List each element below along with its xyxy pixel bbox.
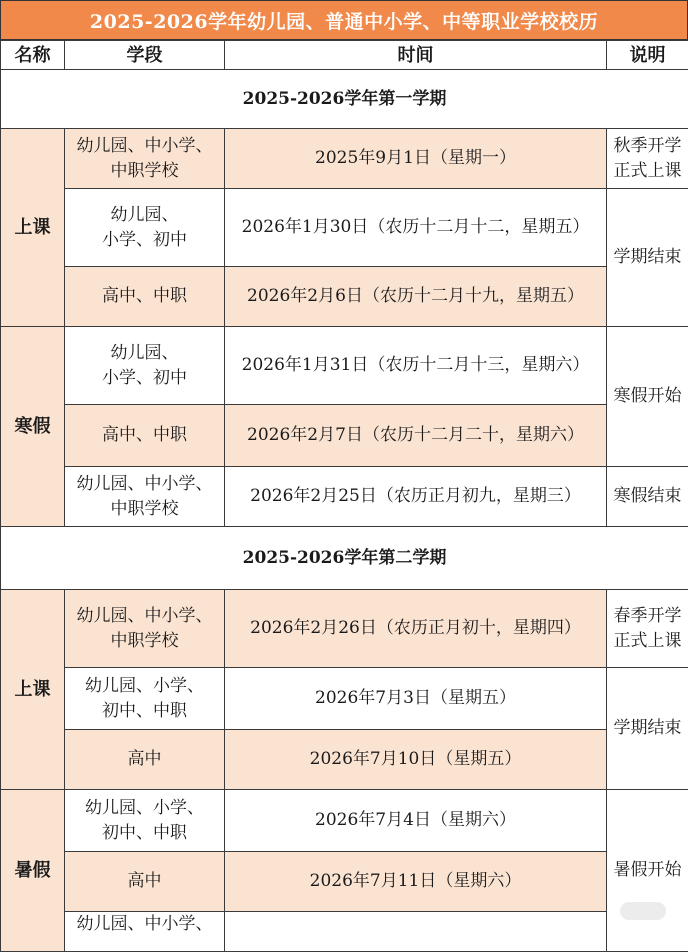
stage-line: 幼儿园、 [69, 341, 220, 366]
stage-cell: 高中 [65, 730, 225, 790]
category-classes: 上课 [1, 129, 65, 327]
time-cell: 2025年9月1日（星期一） [225, 129, 607, 189]
stage-line: 小学、初中 [69, 366, 220, 391]
semester-2-heading: 2025-2026学年第二学期 [1, 527, 688, 590]
time-cell: 2026年2月7日（农历十二月二十，星期六） [225, 405, 607, 467]
table-row [1, 852, 688, 912]
time-cell: 2026年1月30日（农历十二月十二，星期五） [225, 189, 607, 267]
header-note: 说明 [607, 41, 688, 70]
stage-cell [65, 912, 225, 952]
time-cell: 2026年7月11日（星期六） [225, 852, 607, 912]
time-cell: 2026年7月4日（星期六） [225, 790, 607, 852]
stage-cell [65, 129, 225, 189]
table-row [1, 790, 688, 852]
note-line: 春季开学 [611, 604, 684, 629]
note-cell: 寒假结束 [607, 467, 688, 527]
semester-1-heading: 2025-2026学年第一学期 [1, 70, 688, 129]
stage-line: 幼儿园、中小学、 [69, 912, 220, 937]
calendar-title: 2025-2026学年幼儿园、普通中小学、中等职业学校校历 [0, 0, 688, 40]
stage-line: 初中、中职 [69, 821, 220, 846]
header-name: 名称 [1, 41, 65, 70]
stage-line: 幼儿园、 [69, 203, 220, 228]
stage-line: 幼儿园、中小学、 [69, 134, 220, 159]
stage-line: 中职学校 [69, 497, 220, 522]
stage-cell: 高中 [65, 852, 225, 912]
table-row [1, 730, 688, 790]
table-row [1, 912, 688, 952]
stage-cell [65, 189, 225, 267]
table-row [1, 327, 688, 405]
time-cell: 2026年2月26日（农历正月初十，星期四） [225, 590, 607, 668]
stage-cell: 高中、中职 [65, 405, 225, 467]
stage-line: 幼儿园、小学、 [69, 796, 220, 821]
table-row [1, 668, 688, 730]
table-row [1, 590, 688, 668]
note-line: 正式上课 [611, 629, 684, 654]
stage-line: 中职学校 [69, 159, 220, 184]
semester-heading-row [1, 527, 688, 590]
note-cell: 学期结束 [607, 189, 688, 327]
stage-cell [65, 590, 225, 668]
table-row [1, 189, 688, 267]
table-row [1, 129, 688, 189]
stage-cell [65, 327, 225, 405]
header-time: 时间 [225, 41, 607, 70]
stage-line: 幼儿园、中小学、 [69, 472, 220, 497]
stage-cell [65, 467, 225, 527]
note-cell: 寒假开始 [607, 327, 688, 467]
category-classes: 上课 [1, 590, 65, 790]
stage-line: 中职学校 [69, 629, 220, 654]
category-winter-break: 寒假 [1, 327, 65, 527]
table-row [1, 467, 688, 527]
note-line: 秋季开学 [611, 134, 684, 159]
note-cell: 学期结束 [607, 668, 688, 790]
category-summer-break: 暑假 [1, 790, 65, 952]
stage-cell: 高中、中职 [65, 267, 225, 327]
school-calendar-table [0, 40, 688, 952]
watermark-badge [620, 902, 666, 920]
time-cell: 2026年7月10日（星期五） [225, 730, 607, 790]
note-cell: 暑假开始 [607, 790, 688, 952]
stage-cell [65, 668, 225, 730]
stage-cell [65, 790, 225, 852]
time-cell: 2026年1月31日（农历十二月十三，星期六） [225, 327, 607, 405]
header-row [1, 41, 688, 70]
stage-line: 幼儿园、中小学、 [69, 604, 220, 629]
note-line: 正式上课 [611, 159, 684, 184]
table-row [1, 267, 688, 327]
semester-heading-row [1, 70, 688, 129]
time-cell: 2026年2月25日（农历正月初九，星期三） [225, 467, 607, 527]
stage-line: 幼儿园、小学、 [69, 674, 220, 699]
stage-line: 小学、初中 [69, 228, 220, 253]
table-row [1, 405, 688, 467]
stage-line: 初中、中职 [69, 699, 220, 724]
note-cell [607, 129, 688, 189]
time-cell: 2026年2月6日（农历十二月十九，星期五） [225, 267, 607, 327]
note-cell [607, 590, 688, 668]
time-cell [225, 912, 607, 952]
header-stage: 学段 [65, 41, 225, 70]
time-cell: 2026年7月3日（星期五） [225, 668, 607, 730]
